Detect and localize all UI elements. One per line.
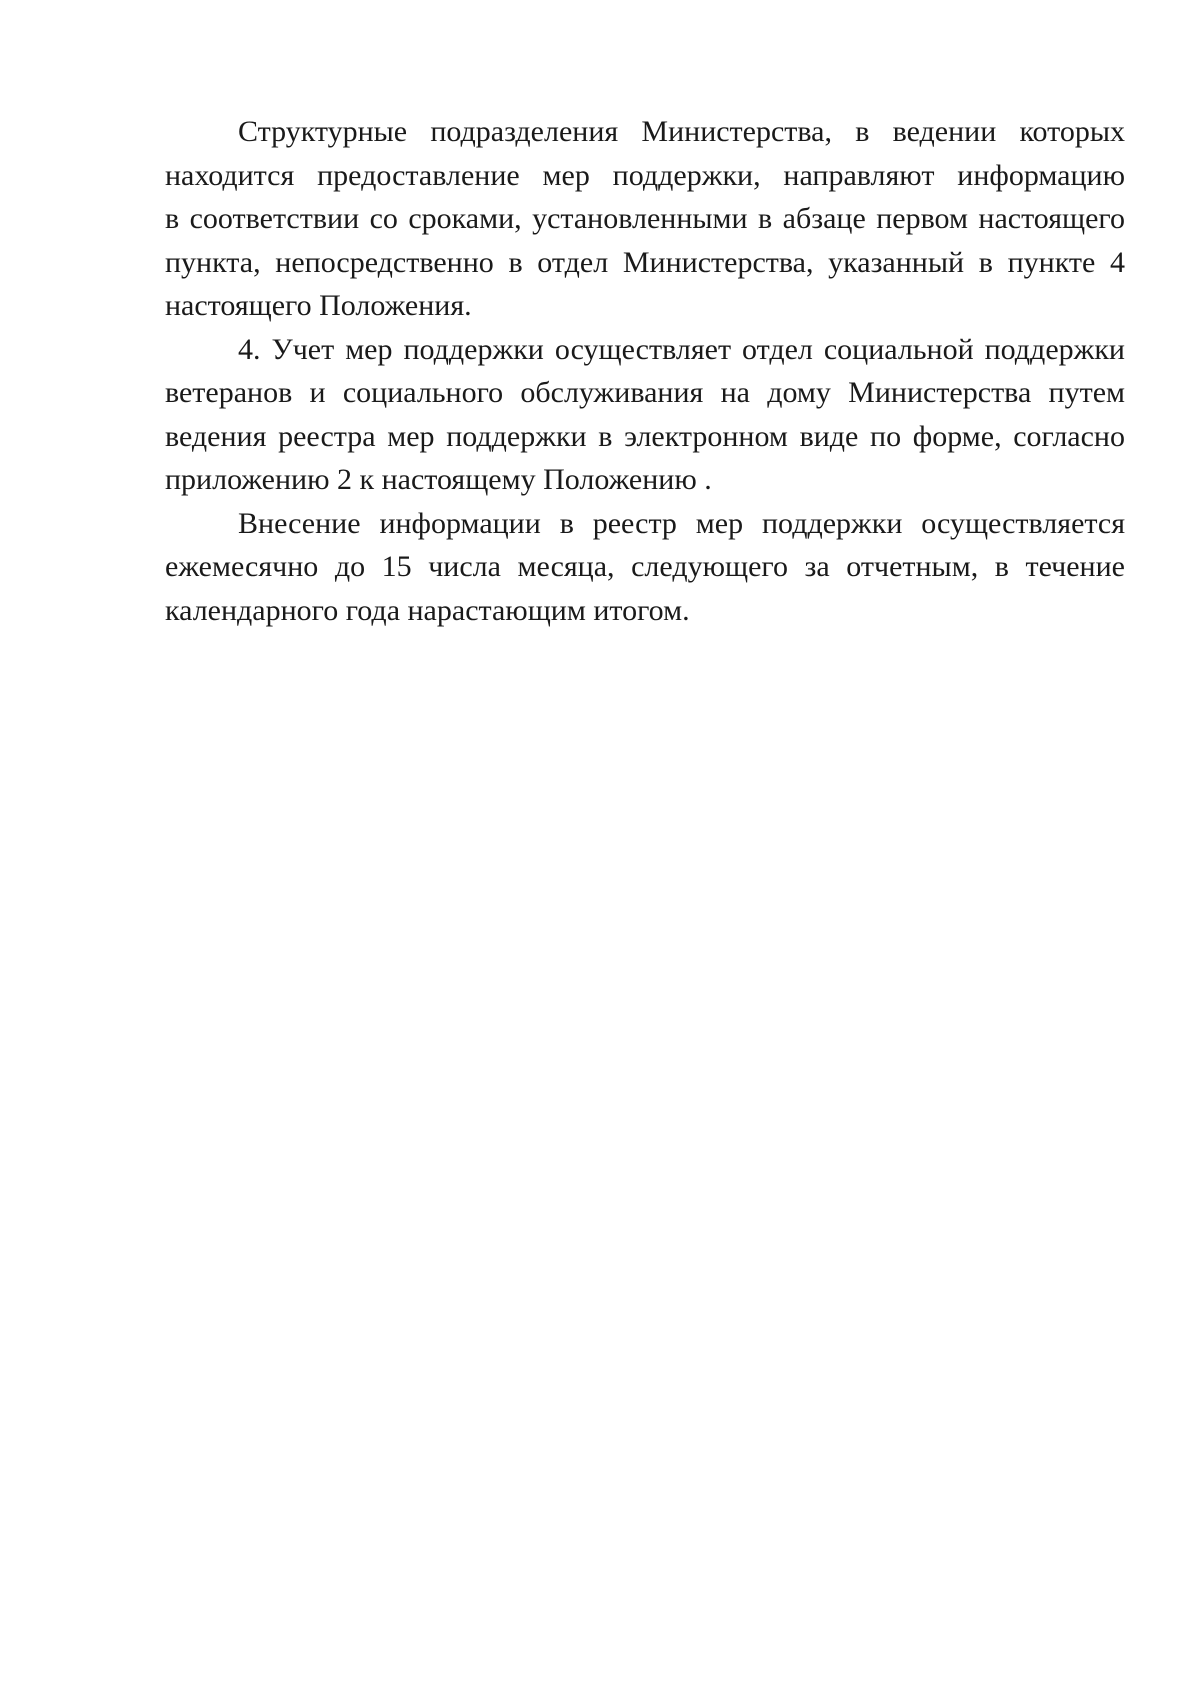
- paragraph-line: пункта, непосредственно в отдел Министерства, указанный в пункте 4: [165, 245, 1125, 279]
- paragraph-line: в соответствии со сроками, установленными в абзаце первом настоящего: [165, 202, 1125, 235]
- paragraph-structural-units: [165, 110, 1125, 328]
- paragraph-line: Внесение информации в реестр мер поддержки осуществляется: [238, 506, 1125, 540]
- paragraph-line: ежемесячно до 15 числа месяца, следующего за отчетным, в течение: [165, 550, 1125, 583]
- document-body: [165, 110, 1125, 632]
- paragraph-line: ведения реестра мер поддержки в электронном виде по форме, согласно: [165, 419, 1125, 453]
- paragraph-item-4: [165, 328, 1125, 502]
- paragraph-line: находится предоставление мер поддержки, направляют информацию: [165, 158, 1125, 192]
- paragraph-line: 4. Учет мер поддержки осуществляет отдел социальной поддержки: [238, 332, 1125, 366]
- paragraph-line: ветеранов и социального обслуживания на дому Министерства путем: [165, 376, 1125, 409]
- paragraph-line: календарного года нарастающим итогом.: [165, 593, 690, 627]
- paragraph-line: приложению 2 к настоящему Положению .: [165, 463, 712, 496]
- paragraph-line: Структурные подразделения Министерства, в ведении которых: [238, 115, 1125, 148]
- paragraph-registry-entry: [165, 502, 1125, 633]
- paragraph-line: настоящего Положения.: [165, 289, 472, 322]
